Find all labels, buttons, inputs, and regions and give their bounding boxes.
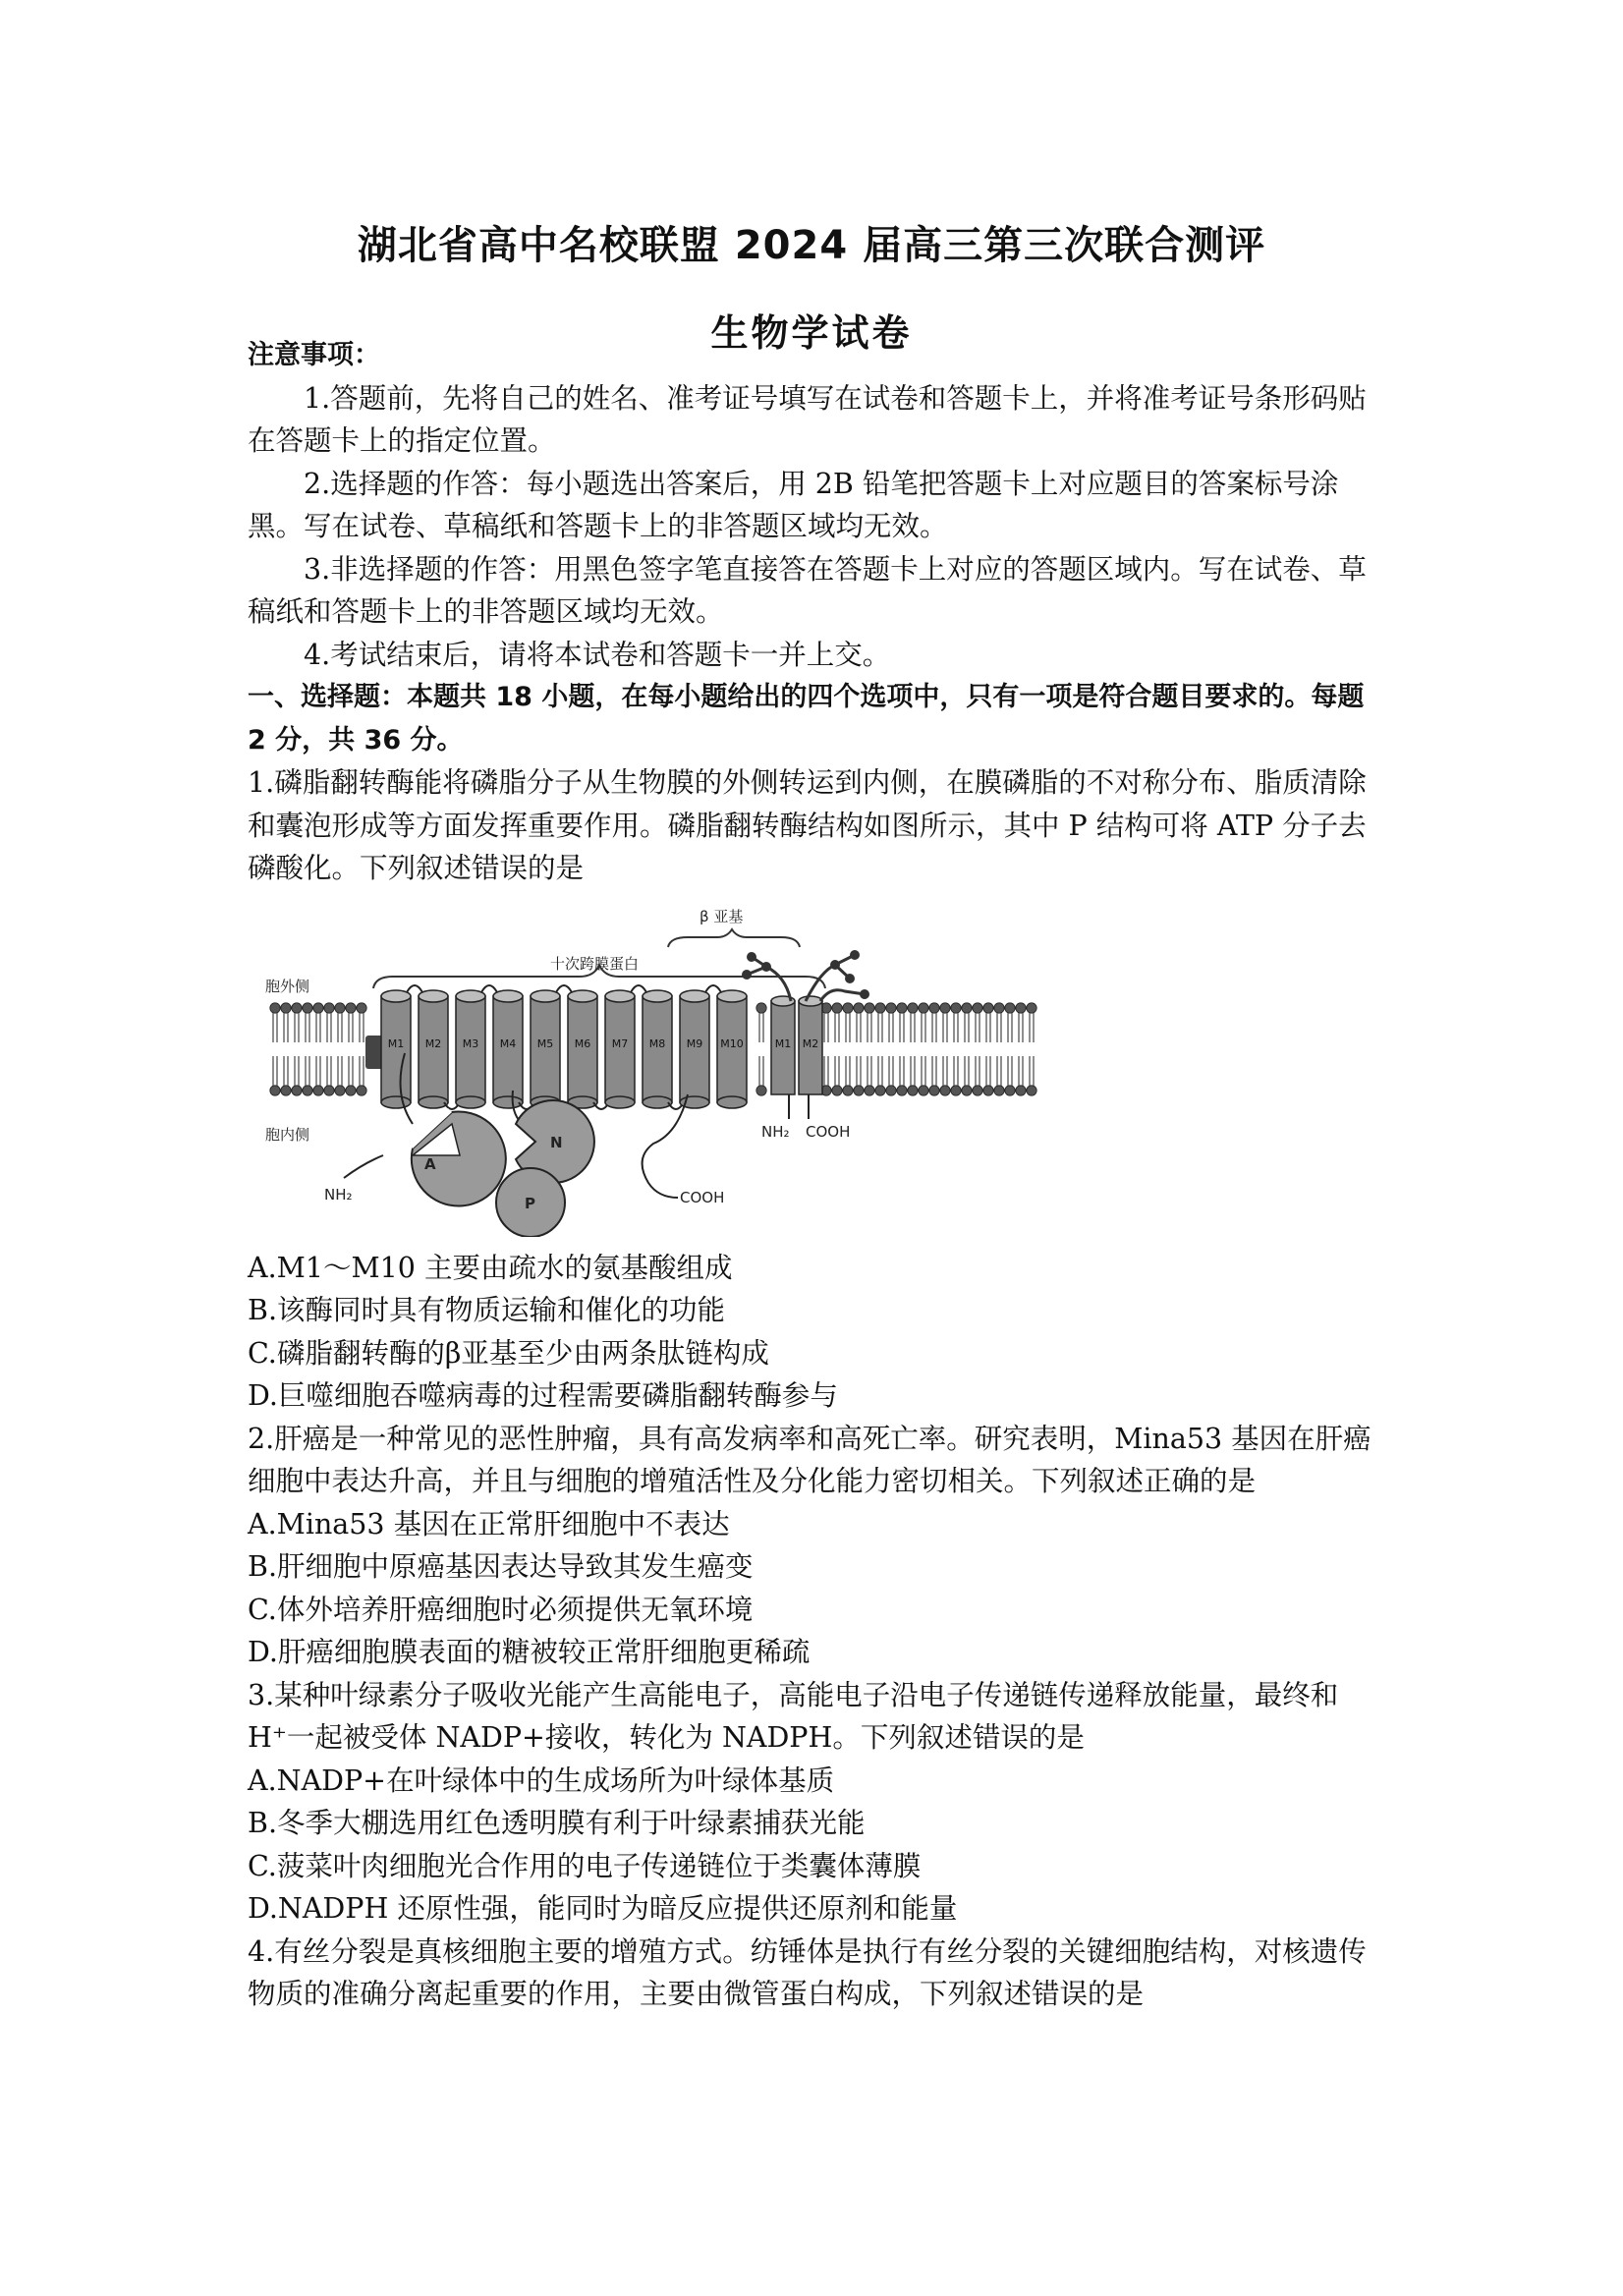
tm-helix-label: M3	[462, 1036, 479, 1050]
notice-item: 2.选择题的作答：每小题选出答案后，用 2B 铅笔把答题卡上对应题目的答案标号涂黑。写在试卷、草稿纸和答题卡上的非答题区域均无效。	[248, 467, 1339, 542]
tm-helix-label: M9	[686, 1036, 703, 1050]
lipid-head	[843, 1002, 853, 1012]
lipid-head	[865, 1002, 874, 1012]
lipid-head	[908, 1085, 918, 1094]
lipid-head	[832, 1002, 842, 1012]
nh2-right-label: NH₂	[761, 1122, 790, 1141]
question-stem: 3.某种叶绿素分子吸收光能产生高能电子，高能电子沿电子传递链传递释放能量，最终和 H⁺一起被受体 NADP+接收，转化为 NADPH。下列叙述错误的是	[248, 1678, 1339, 1754]
tm-helix-label: M10	[720, 1036, 744, 1050]
beta-subunit-helices	[771, 996, 822, 1094]
lipid-head	[313, 1002, 323, 1012]
flippase-structure-figure	[255, 898, 1061, 1237]
cooh-right-label: COOH	[806, 1122, 851, 1141]
nh2-left-label: NH₂	[324, 1185, 353, 1204]
option-item: A.Mina53 基因在正常肝细胞中不表达	[248, 1507, 730, 1540]
lipid-head	[292, 1085, 302, 1094]
lipid-head	[951, 1085, 961, 1094]
option-item: A.NADP+在叶绿体中的生成场所为叶绿体基质	[248, 1764, 835, 1797]
lipid-head	[865, 1085, 874, 1094]
tm-helix	[493, 990, 523, 1108]
lipid-head	[324, 1085, 334, 1094]
tm-helix	[419, 990, 448, 1108]
tm-helix-label: M5	[536, 1036, 554, 1050]
lipid-head	[919, 1002, 928, 1012]
lipid-head	[962, 1085, 972, 1094]
tm-helix	[456, 990, 485, 1108]
lipid-head	[994, 1085, 1004, 1094]
lipid-head	[756, 1085, 766, 1094]
tm-helix	[568, 990, 597, 1108]
lipid-head	[335, 1085, 345, 1094]
lipid-head	[270, 1002, 280, 1012]
lipid-head	[1016, 1002, 1026, 1012]
beta-helix	[771, 996, 795, 1094]
lipid-head	[346, 1085, 356, 1094]
ten-tm-label: 十次跨膜蛋白	[550, 954, 640, 973]
beta-subunit-label: β 亚基	[700, 907, 744, 925]
tm-helix	[605, 990, 635, 1108]
option-item: B.冬季大棚选用红色透明膜有利于叶绿素捕获光能	[248, 1807, 866, 1839]
lipid-head	[875, 1085, 885, 1094]
lipid-head	[886, 1085, 896, 1094]
lipid-head	[897, 1085, 907, 1094]
lipid-head	[324, 1002, 334, 1012]
lipid-head	[292, 1002, 302, 1012]
helix-loop	[556, 985, 572, 992]
lipid-head	[983, 1085, 993, 1094]
tm-helix-label: M8	[648, 1036, 666, 1050]
lipid-head	[832, 1085, 842, 1094]
tm-helix-label: M7	[611, 1036, 629, 1050]
question-stem: 4.有丝分裂是真核细胞主要的增殖方式。纺锤体是执行有丝分裂的关键细胞结构，对核遗传物质的准确分离起重要的作用，主要由微管蛋白构成，下列叙述错误的是	[248, 1934, 1367, 2010]
tm-helix-label: M6	[574, 1036, 591, 1050]
domain-a-label: A	[424, 1154, 436, 1173]
option-item: D.肝癌细胞膜表面的糖被较正常肝细胞更稀疏	[248, 1636, 811, 1668]
lipid-head	[897, 1002, 907, 1012]
lipid-head	[335, 1002, 345, 1012]
tm-helix	[717, 990, 747, 1108]
lipid-head	[875, 1002, 885, 1012]
lipid-head	[313, 1085, 323, 1094]
tm-helix-label: M2	[424, 1036, 442, 1050]
lipid-head	[962, 1002, 972, 1012]
tm-helix	[643, 990, 672, 1108]
lipid-head	[940, 1002, 950, 1012]
lipid-head	[994, 1002, 1004, 1012]
lipid-head	[346, 1002, 356, 1012]
lipid-head	[908, 1002, 918, 1012]
notice-heading: 注意事项：	[248, 340, 380, 370]
option-item: B.该酶同时具有物质运输和催化的功能	[248, 1294, 726, 1326]
lipid-head	[270, 1085, 280, 1094]
lipid-head	[1016, 1085, 1026, 1094]
lipid-head	[929, 1085, 939, 1094]
notice-item: 4.考试结束后，请将本试卷和答题卡一并上交。	[304, 638, 891, 671]
helix-loop	[705, 985, 721, 992]
tm-helix	[680, 990, 709, 1108]
cooh-mid-label: COOH	[680, 1188, 725, 1206]
option-item: C.体外培养肝癌细胞时必须提供无氧环境	[248, 1593, 754, 1626]
lipid-head	[854, 1002, 864, 1012]
domain-n-label: N	[550, 1133, 563, 1151]
lipid-head	[854, 1085, 864, 1094]
outside-label: 胞外侧	[265, 977, 310, 995]
helix-loop	[407, 985, 422, 992]
lipid-head	[303, 1085, 312, 1094]
lipid-head	[1005, 1002, 1015, 1012]
exam-content	[248, 334, 1385, 2016]
option-item: A.M1～M10 主要由疏水的氨基酸组成	[248, 1251, 733, 1284]
option-item: D.巨噬细胞吞噬病毒的过程需要磷脂翻转酶参与	[248, 1379, 838, 1412]
exam-title: 湖北省高中名校联盟 2024 届高三第三次联合测评	[357, 223, 1266, 268]
beta-helix	[799, 996, 822, 1094]
tm-helix-label: M1	[387, 1036, 405, 1050]
helix-loop	[631, 985, 646, 992]
question-stem: 1.磷脂翻转酶能将磷脂分子从生物膜的外侧转运到内侧，在膜磷脂的不对称分布、脂质清除和囊泡形成等方面发挥重要作用。磷脂翻转酶结构如图所示，其中 P 结构可将 ATP 分子去磷酸化。下列叙述错误的是	[248, 766, 1367, 884]
option-item: D.NADPH 还原性强，能同时为暗反应提供还原剂和能量	[248, 1892, 958, 1925]
lipid-head	[303, 1002, 312, 1012]
option-item: C.磷脂翻转酶的β亚基至少由两条肽链构成	[248, 1336, 769, 1370]
tm-helix	[381, 990, 411, 1108]
notice-item: 3.非选择题的作答：用黑色签字笔直接答在答题卡上对应的答题区域内。写在试卷、草稿纸和答题卡上的非答题区域均无效。	[248, 552, 1367, 628]
lipid-head	[1027, 1085, 1036, 1094]
tm-helix	[531, 990, 560, 1108]
lipid-head	[940, 1085, 950, 1094]
lipid-head	[843, 1085, 853, 1094]
lipid-head	[886, 1002, 896, 1012]
transmembrane-helices	[381, 985, 747, 1109]
question-stem: 2.肝癌是一种常见的恶性肿瘤，具有高发病率和高死亡率。研究表明，Mina53 基因在肝癌细胞中表达升高，并且与细胞的增殖活性及分化能力密切相关。下列叙述正确的是	[248, 1422, 1371, 1497]
lipid-head	[357, 1002, 366, 1012]
subject-title: 生物学试卷	[710, 311, 913, 355]
notice-item: 1.答题前，先将自己的姓名、准考证号填写在试卷和答题卡上，并将准考证号条形码贴在答题卡上的指定位置。	[248, 381, 1367, 457]
lipid-head	[281, 1085, 291, 1094]
lipid-head	[357, 1085, 366, 1094]
lipid-head	[1005, 1085, 1015, 1094]
inside-label: 胞内侧	[265, 1125, 310, 1144]
lipid-head	[973, 1002, 982, 1012]
beta-helix-label: M2	[802, 1036, 819, 1050]
beta-helix-label: M1	[774, 1036, 792, 1050]
section-heading: 一、选择题：本题共 18 小题，在每小题给出的四个选项中，只有一项是符合题目要求的。每题 2 分，共 36 分。	[248, 682, 1365, 756]
domain-a	[409, 1108, 506, 1206]
lipid-head	[919, 1085, 928, 1094]
lipid-head	[281, 1002, 291, 1012]
domain-p-label: P	[525, 1194, 535, 1212]
option-item: C.菠菜叶肉细胞光合作用的电子传递链位于类囊体薄膜	[248, 1849, 922, 1882]
tm-helix-label: M4	[499, 1036, 517, 1050]
lipid-head	[983, 1002, 993, 1012]
lipid-head	[1027, 1002, 1036, 1012]
helix-loop	[481, 985, 497, 992]
lipid-head	[756, 1002, 766, 1012]
option-item: B.肝细胞中原癌基因表达导致其发生癌变	[248, 1550, 754, 1583]
lipid-head	[951, 1002, 961, 1012]
lipid-head	[929, 1002, 939, 1012]
lipid-head	[973, 1085, 982, 1094]
